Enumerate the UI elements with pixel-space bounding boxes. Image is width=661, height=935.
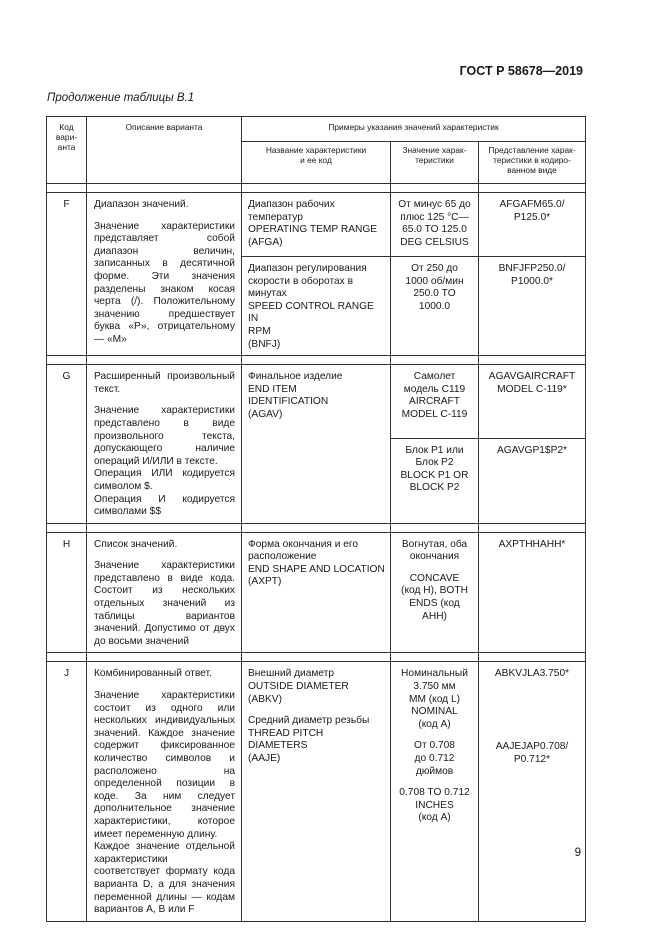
example-representation-2: AAJEJAP0.708/ P0.712*: [495, 741, 569, 765]
desc-title: Список значений.: [94, 538, 178, 550]
example-value: От минус 65 до плюс 125 °C— 65.0 TO 125.0 DEG CELSIUS: [391, 193, 479, 257]
table-row: [47, 193, 586, 257]
header-description: Описание варианта: [87, 117, 242, 184]
example-representation: [479, 662, 586, 921]
example-value-2: От 0.708 до 0.712 дюймов: [414, 740, 455, 777]
row-description: [87, 532, 242, 653]
desc-title: Расширенный произвольный текст.: [94, 371, 235, 395]
example-name: Диапазон регулирования скорости в оборотах в минутах SPEED CONTROL RANGE IN RPM (BNFJ): [242, 257, 391, 356]
example-representation: BNFJFP250.0/ P1000.0*: [479, 257, 586, 356]
example-representation-1: ABKVJLA3.750*: [494, 668, 570, 680]
example-name-1: Внешний диаметр OUTSIDE DIAMETER (ABKV): [248, 668, 349, 705]
row-code: F: [47, 193, 87, 356]
example-name: Форма окончания и его расположение END SHAPE AND LOCATION (AXPT): [242, 532, 391, 653]
example-representation: AGAVGP1$P2*: [479, 438, 586, 523]
row-description: [87, 662, 242, 921]
desc-operation-and: Операция И кодируется символами $$: [94, 493, 235, 518]
characteristics-table: [46, 116, 586, 922]
desc-body: Значение характеристики представлено в виде произвольного текста, допускающего наличие операций И/ИЛИ в тексте.: [94, 405, 235, 467]
example-name: [242, 662, 391, 921]
desc-body: Значение характеристики представляет собой диапазон величин, записанных в десятичной форме. Эти значения разделены знаком косая черта (/). Положительному значению предшествует буква «P», отрицательному — «M»: [94, 220, 235, 345]
table-row: [47, 662, 586, 921]
row-description: [87, 193, 242, 356]
page-number: 9: [574, 847, 581, 859]
table-row: [47, 532, 586, 653]
row-description: [87, 365, 242, 524]
desc-body: Значение характеристики состоит из одного или нескольких индивидуальных значений. Каждое значение содержит фиксированное количество символов и расположено на определенной позиции в коде. За ним следует дополнительное значение характеристики, которое имеет переменную длину.: [94, 690, 235, 840]
header-code: Код вари- анта: [47, 117, 87, 184]
value-english: CONCAVE (код H), BOTH ENDS (код AHH): [401, 572, 468, 622]
header-representation: Представление харак- теристики в кодиро- ванном виде: [479, 142, 586, 184]
example-representation: AGAVGAIRCRAFT MODEL C-119*: [479, 365, 586, 438]
value-russian: Вогнутая, оба окончания: [401, 538, 468, 563]
desc-title: Диапазон значений.: [94, 199, 189, 210]
row-code: H: [47, 532, 87, 653]
table-row: [47, 365, 586, 438]
example-value: От 250 до 1000 об/мин 250.0 TO 1000.0: [391, 257, 479, 356]
example-representation: AXPTHHAHH*: [479, 532, 586, 653]
example-representation: AFGAFM65.0/ P125.0*: [479, 193, 586, 257]
desc-title: Комбинированный ответ.: [94, 668, 212, 680]
header-value: Значение харак- теристики: [391, 142, 479, 184]
header-name: Название характеристики и ее код: [242, 142, 391, 184]
desc-body-2: Каждое значение отдельной характеристики соответствует формату кода варианта D, а для значения переменной длины — кодам вариантов A, B или F: [94, 841, 235, 916]
table-caption: Продолжение таблицы В.1: [47, 92, 195, 104]
example-value-1: Номинальный 3.750 мм MM (код L) NOMINAL (код A): [401, 668, 468, 730]
desc-operation-or: Операция ИЛИ кодируется символом $.: [94, 468, 235, 492]
header-examples: Примеры указания значений характеристик: [242, 117, 586, 142]
example-value: Самолет модель C119 AIRCRAFT MODEL C-119: [391, 365, 479, 438]
desc-body: Значение характеристики представлено в виде кода. Состоит из нескольких отдельных значений из таблицы вариантов значений. Допустимо от двух до восьми значений: [94, 560, 235, 647]
example-name-2: Средний диаметр резьбы THREAD PITCH DIAMETERS (AAJE): [248, 715, 370, 764]
example-value: [391, 532, 479, 653]
example-value: Блок P1 или Блок P2 BLOCK P1 OR BLOCK P2: [391, 438, 479, 523]
row-code: G: [47, 365, 87, 524]
example-value: [391, 662, 479, 921]
example-name: Финальное изделие END ITEM IDENTIFICATION (AGAV): [242, 365, 391, 524]
standard-number: ГОСТ Р 58678—2019: [459, 64, 583, 78]
row-code: J: [47, 662, 87, 921]
example-name: Диапазон рабочих температур OPERATING TEMP RANGE (AFGA): [242, 193, 391, 257]
example-value-3: 0.708 TO 0.712 INCHES (код A): [399, 787, 470, 824]
